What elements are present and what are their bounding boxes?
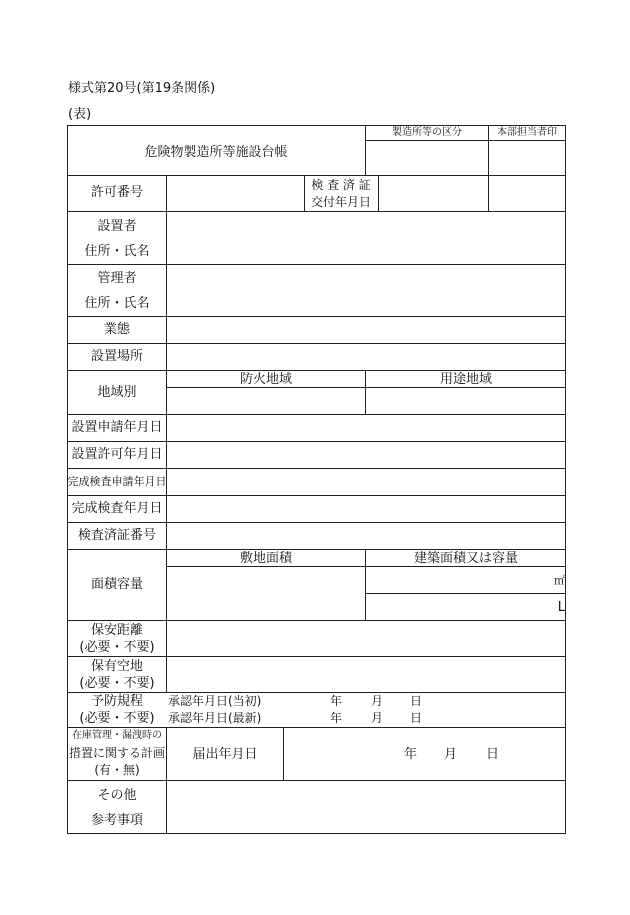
label-other-1: その他 xyxy=(97,788,137,803)
notification-year: 年 xyxy=(404,747,418,762)
label-open-space-2: (必要・不要) xyxy=(79,676,155,691)
approval-initial-year: 年 xyxy=(330,694,343,708)
label-business-type: 業態 xyxy=(103,322,131,337)
label-leak-plan-2: 措置に関する計画 xyxy=(68,746,166,760)
col-header-category: 製造所等の区分 xyxy=(392,127,462,138)
label-fire-zone: 防火地域 xyxy=(239,372,293,387)
approval-latest-year: 年 xyxy=(330,711,343,725)
approval-latest-day: 日 xyxy=(410,711,423,725)
label-manager-2: 住所・氏名 xyxy=(84,296,150,311)
label-notification-date: 届出年月日 xyxy=(192,747,258,762)
unit-liter: L xyxy=(557,600,565,615)
label-completion-inspect-date: 完成検査年月日 xyxy=(71,501,163,516)
label-approval-latest: 承認年月日(最新) xyxy=(168,711,262,725)
label-manager-1: 管理者 xyxy=(97,271,137,286)
label-other-2: 参考事項 xyxy=(90,813,144,828)
approval-initial-month: 月 xyxy=(371,694,384,708)
label-prevention-rules-1: 予防規程 xyxy=(90,694,144,709)
label-safety-distance-1: 保安距離 xyxy=(90,623,144,638)
notification-day: 日 xyxy=(486,747,500,762)
label-open-space-1: 保有空地 xyxy=(90,659,144,674)
label-permit-no: 許可番号 xyxy=(90,185,144,200)
unit-square-meter: ㎡ xyxy=(554,574,565,587)
label-area-capacity: 面積容量 xyxy=(90,577,144,592)
form-side: (表) xyxy=(68,107,92,122)
label-leak-plan-1: 在庫管理・漏洩時の xyxy=(72,730,162,741)
label-installer-1: 設置者 xyxy=(97,219,137,234)
label-building-area: 建築面積又は容量 xyxy=(413,551,519,566)
label-completion-apply-date: 完成検査申請年月日 xyxy=(67,475,167,488)
approval-latest-month: 月 xyxy=(371,711,384,725)
form-number: 様式第20号(第19条関係) xyxy=(68,81,216,96)
notification-month: 月 xyxy=(444,747,458,762)
label-approval-initial: 承認年月日(当初) xyxy=(168,694,262,708)
label-use-zone: 用途地域 xyxy=(439,372,493,387)
approval-initial-day: 日 xyxy=(410,694,423,708)
label-leak-plan-3: (有・無) xyxy=(94,763,140,777)
label-safety-distance-2: (必要・不要) xyxy=(79,640,155,655)
label-installer-2: 住所・氏名 xyxy=(84,244,150,259)
label-inspection-cert-no: 検査済証番号 xyxy=(77,528,157,543)
label-site-area: 敷地面積 xyxy=(239,551,293,566)
label-install-apply-date: 設置申請年月日 xyxy=(71,420,163,435)
label-zone: 地域別 xyxy=(97,385,137,400)
label-prevention-rules-2: (必要・不要) xyxy=(79,711,155,726)
col-header-officer-seal: 本部担当者印 xyxy=(497,127,557,138)
table-title: 危険物製造所等施設台帳 xyxy=(144,145,288,160)
label-location: 設置場所 xyxy=(90,349,144,364)
label-inspection-cert-2: 交付年月日 xyxy=(310,195,372,209)
label-inspection-cert-1: 検 査 済 証 xyxy=(311,178,371,192)
label-install-permit-date: 設置許可年月日 xyxy=(71,447,163,462)
